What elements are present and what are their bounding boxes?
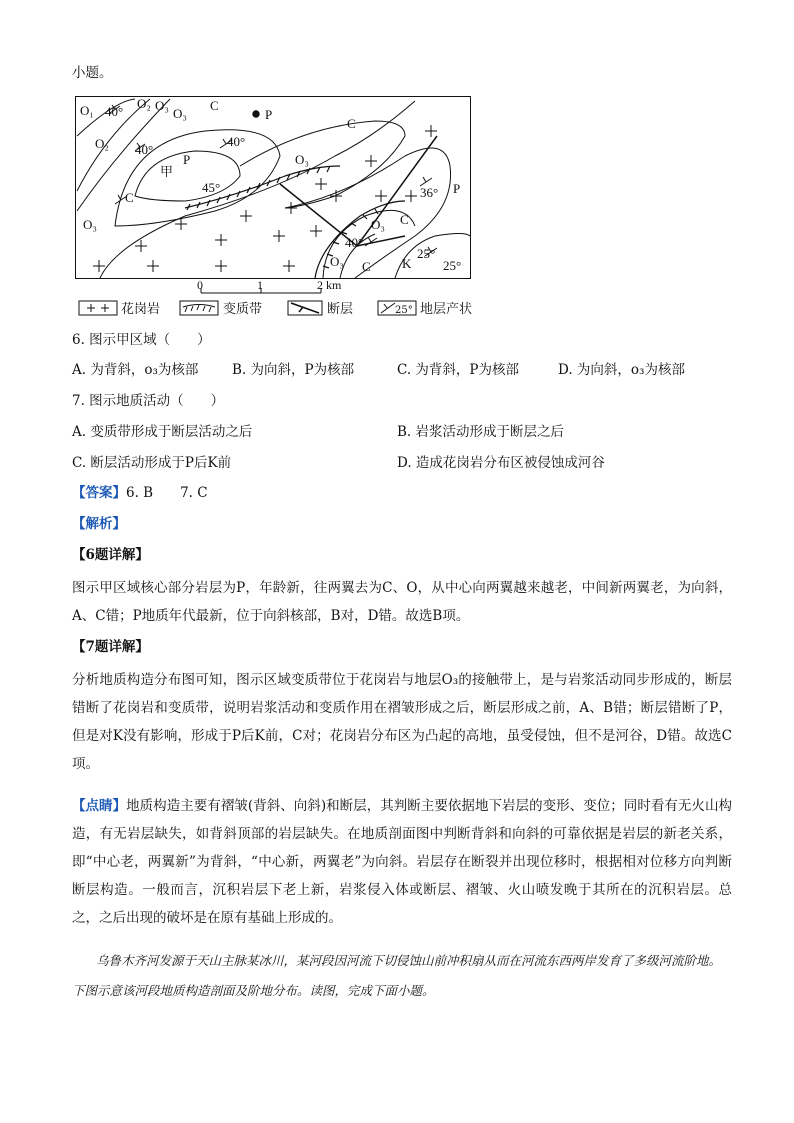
tip-text: 地质构造主要有褶皱(背斜、向斜)和断层，其判断主要依据地下岩层的变形、变位；同时看有无火山构造，有无岩层缺失，如背斜顶部的岩层缺失。在地质剖面图中判断背斜和向斜的可靠依据是岩层的新老关系，即“中心老，两翼新”为背斜，“中心新，两翼老”为向斜。岩层存在断裂并出现位移时，根据相对位移方向判断断层构造。一般而言，沉积岩层下老上新，岩浆侵入体或断层、褶皱、火山喷发晚于其所在的沉积岩层。总之，之后出现的破坏是在原有基础上形成的。: [72, 798, 732, 926]
scale-tick-1: 1: [257, 278, 263, 292]
label-p-core: P: [183, 152, 191, 167]
scale-bar: [197, 278, 342, 293]
top-fragment: 小题。: [72, 65, 113, 81]
label-c-top: C: [210, 98, 219, 113]
q6-option-b: B. 为向斜，P为核部: [232, 362, 355, 378]
q7-option-c: C. 断层活动形成于P后K前: [72, 455, 232, 471]
label-c-mid: C: [400, 212, 409, 227]
label-o3-bottom: O₃: [330, 254, 344, 269]
q7-stem: 7. 图示地质活动（ ）: [72, 393, 225, 409]
legend-fault-icon: [291, 303, 319, 313]
legend-granite-icon: [87, 304, 109, 312]
tip-paragraph: [72, 792, 732, 932]
label-angle-40-c: 40°: [227, 134, 246, 149]
q7-option-d: D. 造成花岗岩分布区被侵蚀成河谷: [397, 455, 605, 471]
legend-attitude-angle: 25°: [395, 305, 413, 316]
q6-option-c: C. 为背斜，P为核部: [397, 362, 520, 378]
map-labels: [80, 96, 461, 274]
q6-option-d: D. 为向斜，o₃为核部: [558, 362, 685, 378]
geologic-map: [75, 96, 475, 296]
detail-7-text: 分析地质构造分布图可知，图示区域变质带位于花岗岩与地层O₃的接触带上，是与岩浆活动同步形成的，断层错断了花岗岩和变质带，说明岩浆活动和变质作用在褶皱形成之后，断层形成之前，A、B错；断层错断了P，但是对K没有影响，形成于P后K前，C对；花岗岩分布区为凸起的高地，虽受侵蚀，但不是河谷，D错。故选C项。: [72, 672, 732, 772]
label-angle-40-d: 40°: [345, 235, 364, 250]
q6-option-a: A. 为背斜，o₃为核部: [72, 362, 199, 378]
answer-line: [72, 484, 208, 502]
label-c-left: C: [125, 190, 134, 205]
label-c-right: C: [347, 116, 356, 131]
detail-7-label: 【7题详解】: [72, 639, 149, 655]
point-p-marker: [253, 111, 259, 117]
label-o3-top2: O₃: [173, 106, 187, 121]
label-c-bottom: C: [362, 259, 371, 274]
legend-meta-label: 变质带: [223, 302, 263, 317]
legend-meta-box: [180, 301, 218, 315]
legend-granite-box: [79, 301, 117, 315]
detail-6-label: 【6题详解】: [72, 547, 149, 563]
label-k: K: [402, 256, 412, 271]
scale-tick-2: 2 km: [317, 278, 342, 292]
legend-meta-icon: [183, 305, 215, 313]
detail-6-text: 图示甲区域核心部分岩层为P，年龄新，往两翼去为C、O，从中心向两翼越来越老，中间新两翼老，为向斜，A、C错；P地质年代最新，位于向斜核部，B对，D错。故选B项。: [72, 580, 732, 624]
legend-attitude-label: 地层产状: [420, 302, 473, 317]
label-o3-left: O₃: [83, 217, 97, 232]
map-legend: [75, 298, 495, 320]
label-o3-mid: O₃: [295, 152, 309, 167]
label-o3-top: O₃: [155, 98, 169, 113]
q7-option-b: B. 岩浆活动形成于断层之后: [397, 424, 565, 440]
label-p-right: P: [453, 181, 461, 196]
tip-label: 【点睛】: [72, 798, 127, 814]
legend-fault-label: 断层: [327, 302, 354, 317]
label-jia: 甲: [160, 164, 174, 179]
label-o3-right: O₃: [371, 217, 385, 232]
label-o2-left: O₂: [95, 136, 109, 151]
q6-stem: 6. 图示甲区域（ ）: [72, 332, 211, 348]
label-angle-40-b: 40°: [135, 142, 154, 157]
analysis-label: 【解析】: [72, 516, 126, 532]
label-p-top: P: [265, 107, 273, 122]
label-angle-40-a: 40°: [105, 104, 124, 119]
scale-tick-0: 0: [197, 278, 203, 292]
label-angle-36: 36°: [420, 185, 439, 200]
map-frame: [76, 97, 471, 279]
legend-attitude-icon: [381, 303, 395, 313]
next-section-intro: 乌鲁木齐河发源于天山主脉某冰川，某河段因河流下切侵蚀山前冲积扇从而在河流东西两岸发育了多级河流阶地。下图示意该河段地质构造剖面及阶地分布。读图，完成下面小题。: [72, 953, 722, 998]
label-o1: O₁: [80, 103, 94, 118]
q7-option-a: A. 变质带形成于断层活动之后: [72, 424, 253, 440]
stratum-boundaries: [77, 99, 470, 278]
answer-label: 【答案】: [72, 485, 126, 501]
label-angle-25-a: 25°: [417, 246, 436, 261]
label-o2-top: O₂: [137, 96, 151, 111]
label-angle-45: 45°: [202, 180, 221, 195]
legend-granite-label: 花岗岩: [121, 302, 161, 317]
label-angle-25-b: 25°: [443, 258, 462, 273]
answer-text: 6. B 7. C: [126, 485, 208, 501]
